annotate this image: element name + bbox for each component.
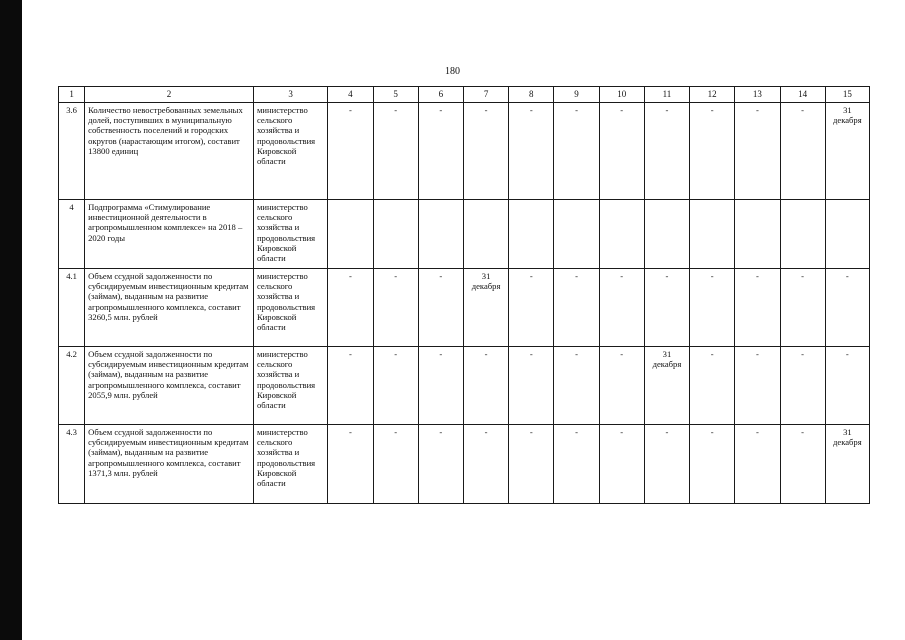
month-cell: 31 декабря	[825, 425, 869, 504]
row-description: Объем ссудной задолженности по субсидируемым инвестиционным кредитам (займам), выданным на развитие агропромышленного комплекса, составит 3260,5 млн. рублей	[85, 269, 254, 347]
month-cell: -	[554, 269, 599, 347]
month-cell: -	[780, 269, 825, 347]
month-cell: -	[418, 425, 463, 504]
month-cell: -	[509, 347, 554, 425]
month-cell	[373, 200, 418, 269]
month-cell: -	[418, 103, 463, 200]
month-cell	[418, 200, 463, 269]
month-cell: -	[780, 103, 825, 200]
month-cell: -	[509, 269, 554, 347]
month-cell	[509, 200, 554, 269]
row-responsible: министерство сельского хозяйства и продовольствия Кировской области	[253, 200, 327, 269]
row-number: 4.2	[59, 347, 85, 425]
table-row	[59, 103, 870, 200]
month-cell: -	[599, 269, 644, 347]
row-description: Количество невостребованных земельных долей, поступивших в муниципальную собственность поселений и городских округов (нарастающим итогом), составит 13800 единиц	[85, 103, 254, 200]
month-cell: -	[825, 269, 869, 347]
month-cell	[554, 200, 599, 269]
month-cell: 31 декабря	[825, 103, 869, 200]
schedule-table	[58, 86, 870, 504]
month-cell: -	[328, 425, 373, 504]
month-cell	[825, 200, 869, 269]
month-cell: -	[780, 425, 825, 504]
month-cell: -	[735, 103, 780, 200]
month-cell	[780, 200, 825, 269]
table-row	[59, 425, 870, 504]
month-cell: -	[735, 347, 780, 425]
month-cell: -	[780, 347, 825, 425]
month-cell: -	[463, 425, 508, 504]
month-cell: -	[373, 269, 418, 347]
row-responsible: министерство сельского хозяйства и продовольствия Кировской области	[253, 425, 327, 504]
scan-edge-bar	[0, 0, 22, 640]
column-header: 14	[780, 87, 825, 103]
month-cell	[328, 200, 373, 269]
header-row	[59, 87, 870, 103]
month-cell	[644, 200, 689, 269]
month-cell: -	[599, 425, 644, 504]
month-cell: -	[735, 269, 780, 347]
column-header: 13	[735, 87, 780, 103]
month-cell: -	[735, 425, 780, 504]
column-header: 8	[509, 87, 554, 103]
month-cell: -	[509, 103, 554, 200]
month-cell: -	[418, 269, 463, 347]
column-header: 12	[690, 87, 735, 103]
month-cell: -	[690, 269, 735, 347]
month-cell: -	[463, 347, 508, 425]
column-header: 6	[418, 87, 463, 103]
column-header: 7	[463, 87, 508, 103]
column-header: 10	[599, 87, 644, 103]
month-cell	[463, 200, 508, 269]
month-cell: -	[373, 425, 418, 504]
month-cell: -	[690, 103, 735, 200]
month-cell: -	[599, 347, 644, 425]
month-cell: -	[554, 103, 599, 200]
column-header: 1	[59, 87, 85, 103]
month-cell: 31 декабря	[463, 269, 508, 347]
month-cell: -	[554, 425, 599, 504]
row-description: Объем ссудной задолженности по субсидируемым инвестиционным кредитам (займам), выданным на развитие агропромышленного комплекса, составит 2055,9 млн. рублей	[85, 347, 254, 425]
column-header: 2	[85, 87, 254, 103]
month-cell: -	[644, 103, 689, 200]
table-row	[59, 347, 870, 425]
month-cell: -	[328, 269, 373, 347]
month-cell: -	[599, 103, 644, 200]
column-header: 11	[644, 87, 689, 103]
column-header: 5	[373, 87, 418, 103]
month-cell	[735, 200, 780, 269]
month-cell: -	[690, 347, 735, 425]
month-cell	[690, 200, 735, 269]
page-number: 180	[445, 66, 460, 77]
month-cell: -	[644, 425, 689, 504]
column-header: 15	[825, 87, 869, 103]
month-cell: -	[373, 103, 418, 200]
month-cell: 31 декабря	[644, 347, 689, 425]
row-number: 4	[59, 200, 85, 269]
month-cell	[599, 200, 644, 269]
month-cell: -	[373, 347, 418, 425]
row-responsible: министерство сельского хозяйства и продовольствия Кировской области	[253, 347, 327, 425]
month-cell: -	[328, 347, 373, 425]
month-cell: -	[328, 103, 373, 200]
month-cell: -	[690, 425, 735, 504]
row-responsible: министерство сельского хозяйства и продовольствия Кировской области	[253, 103, 327, 200]
column-header: 4	[328, 87, 373, 103]
column-header: 9	[554, 87, 599, 103]
month-cell: -	[825, 347, 869, 425]
row-number: 4.1	[59, 269, 85, 347]
month-cell: -	[463, 103, 508, 200]
row-description: Подпрограмма «Стимулирование инвестиционной деятельности в агропромышленном комплексе» на 2018 – 2020 годы	[85, 200, 254, 269]
row-number: 3.6	[59, 103, 85, 200]
row-number: 4.3	[59, 425, 85, 504]
table-row	[59, 269, 870, 347]
month-cell: -	[418, 347, 463, 425]
month-cell: -	[644, 269, 689, 347]
row-description: Объем ссудной задолженности по субсидируемым инвестиционным кредитам (займам), выданным на развитие агропромышленного комплекса, составит 1371,3 млн. рублей	[85, 425, 254, 504]
month-cell: -	[554, 347, 599, 425]
table-row	[59, 200, 870, 269]
month-cell: -	[509, 425, 554, 504]
column-header: 3	[253, 87, 327, 103]
row-responsible: министерство сельского хозяйства и продовольствия Кировской области	[253, 269, 327, 347]
